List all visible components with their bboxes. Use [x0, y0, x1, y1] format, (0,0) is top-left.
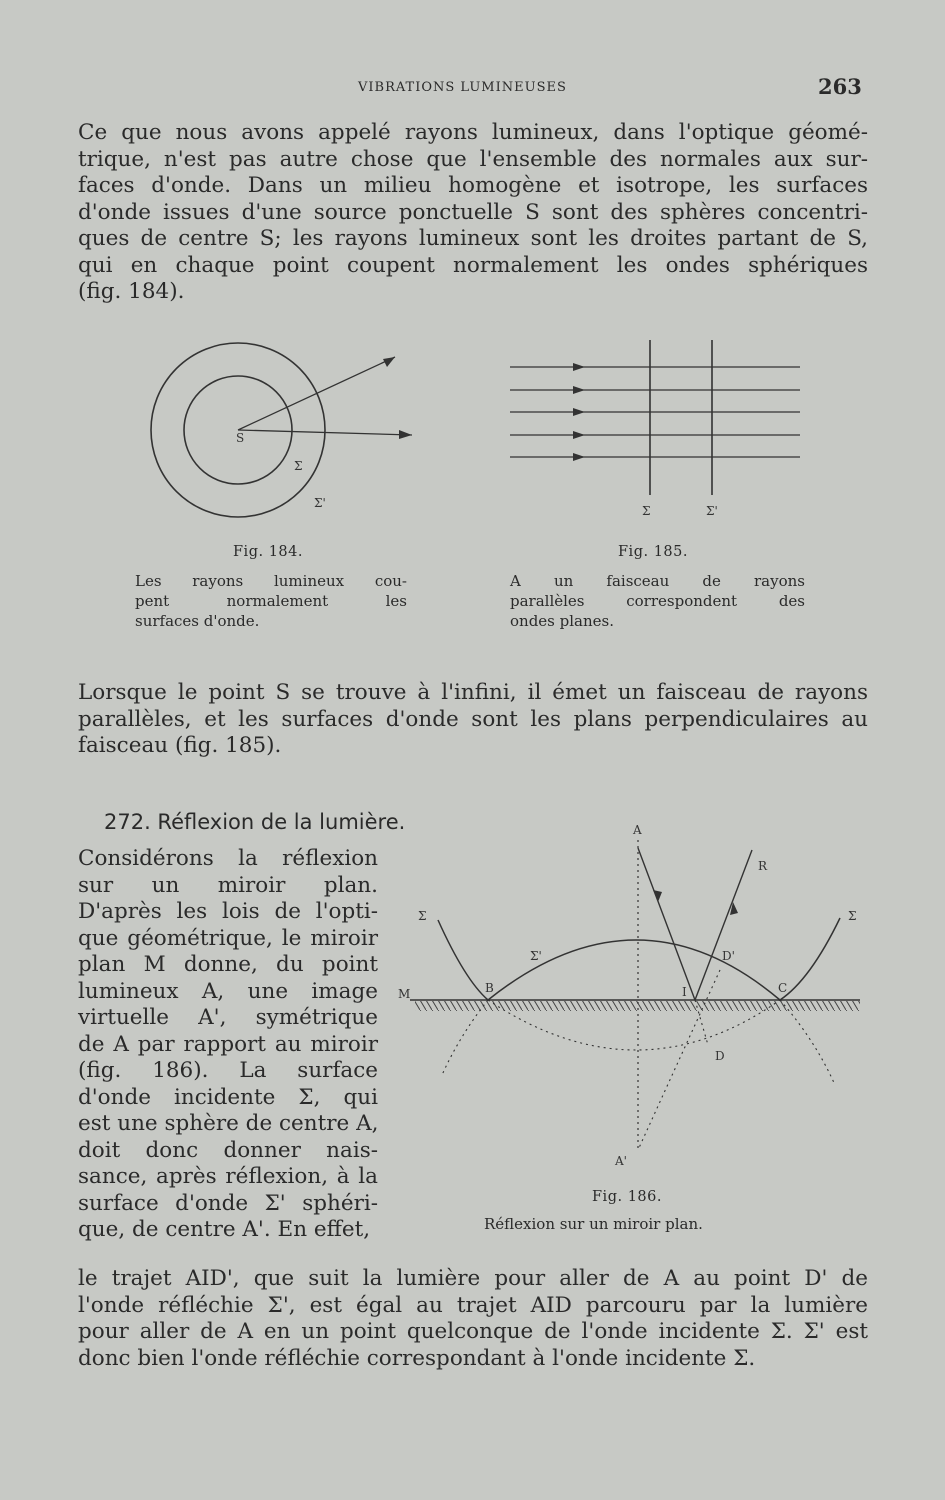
- virtual-ray-to-aprime: [638, 970, 720, 1150]
- incident-wave-right: [780, 918, 840, 1000]
- paragraph-path-equality: [78, 1266, 868, 1372]
- label-d: D: [715, 1049, 725, 1063]
- caption-line: ondes planes.: [510, 612, 614, 630]
- figure-184-diagram: [150, 335, 430, 535]
- text-line: D'après les lois de l'opti-: [78, 899, 378, 924]
- page-number: 263: [818, 74, 862, 99]
- label-sigma-right: Σ: [848, 909, 857, 923]
- text-line: sur un miroir plan.: [78, 872, 378, 898]
- figure-185-diagram: [505, 335, 805, 525]
- text-line: que géométrique, le miroir: [78, 925, 378, 951]
- text-line: donc bien l'onde réfléchie correspondant à l'onde incidente Σ.: [78, 1345, 756, 1371]
- text-line: Lorsque le point S se trouve à l'infini, il émet un faisceau de rayons: [78, 680, 868, 705]
- figure-184-label: Fig. 184.: [233, 544, 303, 560]
- incident-wave-left: [438, 920, 488, 1000]
- figure-185-label: Fig. 185.: [618, 544, 688, 560]
- label-sigma-left: Σ: [418, 909, 427, 923]
- text-line: d'onde incidente Σ, qui: [78, 1084, 378, 1110]
- ray-arrowhead: [573, 431, 585, 439]
- text-line: de A par rapport au miroir: [78, 1031, 378, 1057]
- text-line: virtuelle A', symétrique: [78, 1005, 378, 1030]
- label-b: B: [485, 981, 494, 995]
- text-line: l'onde réfléchie Σ', est égal au trajet AID parcouru par la lumière: [78, 1292, 868, 1318]
- label-sigma: Σ: [642, 504, 651, 518]
- caption-line: Les rayons lumineux cou-: [135, 572, 407, 590]
- text-line: (fig. 184).: [78, 279, 185, 304]
- text-line: sance, après réflexion, à la: [78, 1164, 378, 1189]
- arrowhead-horizontal: [399, 430, 412, 439]
- text-line: Ce que nous avons appelé rayons lumineux, dans l'optique géomé-: [78, 120, 868, 145]
- caption-line: A un faisceau de rayons: [510, 572, 805, 590]
- label-sigma-prime: Σ': [530, 949, 542, 963]
- incident-ray-arrowhead: [653, 890, 662, 902]
- caption-line: parallèles correspondent des: [510, 592, 805, 610]
- text-line: que, de centre A'. En effet,: [78, 1217, 371, 1242]
- ray-arrowhead: [573, 363, 585, 371]
- paragraph-reflection: [78, 846, 378, 1244]
- paragraph-wave-normals: [78, 120, 868, 306]
- incident-wave-left-virtual: [442, 1000, 488, 1075]
- text-line: Considérons la réflexion: [78, 846, 378, 871]
- text-line: le trajet AID', que suit la lumière pour aller de A au point D' de: [78, 1266, 868, 1291]
- figure-186-label: Fig. 186.: [592, 1189, 662, 1205]
- text-line: faisceau (fig. 185).: [78, 733, 282, 758]
- text-line: d'onde issues d'une source ponctuelle S sont des sphères concentri-: [78, 199, 868, 225]
- label-source-s: S: [236, 431, 245, 445]
- text-line: est une sphère de centre A,: [78, 1111, 379, 1136]
- text-line: surface d'onde Σ' sphéri-: [78, 1190, 378, 1216]
- label-i: I: [682, 985, 687, 999]
- section-heading: 272. Réflexion de la lumière.: [104, 810, 406, 834]
- paragraph-infinite-source: [78, 680, 868, 760]
- ray-upper: [238, 357, 395, 430]
- text-line: faces d'onde. Dans un milieu homogène et isotrope, les surfaces: [78, 173, 868, 198]
- text-line: parallèles, et les surfaces d'onde sont les plans perpendiculaires au: [78, 706, 868, 732]
- text-line: ques de centre S; les rayons lumineux sont les droites partant de S,: [78, 226, 868, 251]
- text-line: qui en chaque point coupent normalement les ondes sphériques: [78, 252, 868, 278]
- arrowhead-upper: [383, 357, 395, 367]
- label-a: A: [633, 823, 642, 837]
- label-r: R: [758, 859, 768, 873]
- label-sigma-prime: Σ': [706, 504, 718, 518]
- caption-line: pent normalement les: [135, 592, 407, 610]
- incident-ray-ai: [638, 848, 695, 1000]
- text-line: lumineux A, une image: [78, 978, 378, 1004]
- running-header: VIBRATIONS LUMINEUSES: [358, 80, 567, 95]
- text-line: (fig. 186). La surface: [78, 1058, 378, 1083]
- figure-185-caption: [510, 571, 805, 631]
- text-line: plan M donne, du point: [78, 952, 378, 977]
- ray-arrowhead: [573, 408, 585, 416]
- incident-wave-right-virtual: [780, 1000, 835, 1085]
- label-m: M: [398, 987, 411, 1001]
- figure-186-diagram: [390, 820, 870, 1180]
- reflected-ray-ir: [695, 850, 752, 1000]
- label-a-prime: A': [615, 1154, 627, 1168]
- figure-184-caption: [135, 571, 407, 631]
- ray-arrowhead: [573, 386, 585, 394]
- caption-line: surfaces d'onde.: [135, 612, 260, 630]
- text-line: pour aller de A en un point quelconque de l'onde incidente Σ. Σ' est: [78, 1319, 868, 1344]
- label-c: C: [778, 981, 788, 995]
- ray-arrowhead: [573, 453, 585, 461]
- text-line: doit donc donner nais-: [78, 1137, 378, 1163]
- label-d-prime: D': [722, 949, 735, 963]
- figure-186-caption: Réflexion sur un miroir plan.: [484, 1215, 703, 1233]
- label-sigma-prime: Σ': [314, 496, 326, 510]
- text-line: trique, n'est pas autre chose que l'ensemble des normales aux sur-: [78, 146, 868, 172]
- label-sigma: Σ: [294, 459, 303, 473]
